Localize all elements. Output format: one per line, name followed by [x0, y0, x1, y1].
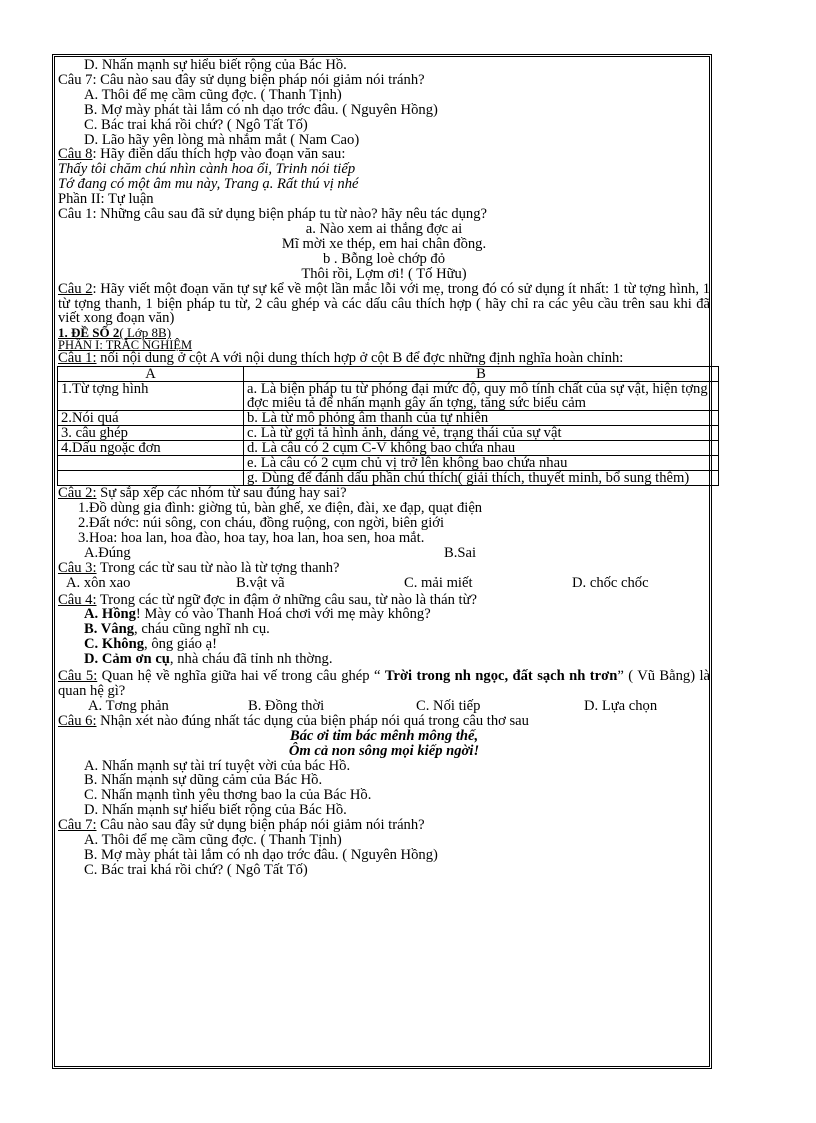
table-cell-a [58, 471, 244, 486]
table-row [58, 471, 719, 486]
table-cell-b: e. Là câu có 2 cụm chủ vị trở lên không bao chứa nhau [244, 456, 719, 471]
question-7-title: Câu 7: Câu nào sau đây sử dụng biện pháp nói giảm nói tránh? [58, 71, 425, 88]
q4-option-c [58, 637, 710, 652]
essay-q2-text: : Hãy viết một đoạn văn tự sự kể về một lần mắc lỗi với mẹ, trong đó có sử dụng ít nhất: 1 từ tợng hình, 1 từ tợng thanh, 1 biện pháp tu từ, 2 câu ghép và các dấu câu thích hợp ( hãy chỉ ra các yêu cầu trên sau khi đã viết xong đoạn văn) [58, 280, 710, 327]
exam2-question-2 [58, 486, 710, 501]
document-body [58, 58, 710, 878]
exam2-q5-quote: Trời trong nh ngọc, đất sạch nh trơn [384, 668, 618, 685]
q8-passage-1: Thấy tôi chăm chú nhìn cành hoa ổi, Trinh nói tiếp [58, 161, 356, 178]
exam2-q1-label: Câu 1: [58, 350, 97, 367]
q2-item-1: 1.Đồ dùng gia đình: giờng tủ, bàn ghế, xe điện, đài, xe đạp, quạt điện [78, 500, 483, 517]
q2-item-3: 3.Hoa: hoa lan, hoa đào, hoa tay, hoa lan, hoa sen, hoa mắt. [78, 529, 425, 546]
exam2-question-6 [58, 714, 710, 729]
question-8 [58, 147, 710, 162]
q4-option-b [58, 622, 710, 637]
exam2-question-7 [58, 818, 710, 833]
table-cell-b: d. Là câu có 2 cụm C-V không bao chứa nhau [244, 441, 719, 456]
exam2-q7-label: Câu 7: [58, 817, 97, 834]
table-header-row [58, 367, 719, 382]
essay-question-1: Câu 1: Những câu sau đã sử dụng biện pháp tu từ nào? hãy nêu tác dụng? [58, 206, 488, 223]
part-2-heading: Phần II: Tự luận [58, 191, 154, 208]
q4-b-rest: , cháu cũng nghĩ nh cụ. [134, 621, 270, 638]
q7-option-b: B. Mợ mày phát tài lắm có nh dạo trớc đâu. ( Nguyên Hồng) [84, 101, 438, 118]
q4-d-bold: D. Cảm ơn cụ [84, 651, 170, 668]
q4-a-bold: A. Hồng [84, 606, 136, 623]
matching-table [57, 366, 719, 486]
exam2-question-5 [58, 669, 710, 699]
q8-label: Câu 8 [58, 146, 93, 163]
exam2-q4-text: Trong các từ ngữ đợc in đậm ở những câu sau, từ nào là thán từ? [96, 591, 477, 608]
q5-options [58, 699, 710, 714]
q4-b-bold: B. Vâng [84, 621, 135, 638]
q7-option-a: A. Thôi để mẹ cầm cũng đợc. ( Thanh Tịnh) [84, 86, 342, 103]
q3-option-b: B.vật vã [236, 574, 285, 591]
q5-option-d: D. Lựa chọn [584, 697, 658, 714]
table-cell-a: 3. câu ghép [58, 426, 244, 441]
essay-question-2 [58, 282, 710, 327]
exam2-q6-label: Câu 6: [58, 712, 97, 729]
exam2-q4-label: Câu 4: [58, 591, 97, 608]
q4-c-rest: , ông giáo ạ! [144, 636, 217, 653]
q3-options [58, 576, 710, 591]
q2-answers [58, 546, 710, 561]
q2-answer-b: B.Sai [444, 544, 477, 561]
q8-text: : Hãy điền dấu thích hợp vào đoạn văn sau: [92, 146, 346, 163]
q6-option-d: D. Nhấn mạnh sự hiểu biết rộng của Bác Hồ. [84, 802, 347, 819]
q4-a-rest: ! Mày có vào Thanh Hoá chơi với mẹ mày không? [135, 606, 431, 623]
q5-option-c: C. Nối tiếp [416, 697, 481, 714]
poem-a-line-1: a. Nào xem ai thắng đợc ai [305, 220, 463, 237]
exam2-question-3 [58, 561, 710, 576]
q6-option-c: C. Nhấn mạnh tình yêu thơng bao la của Bác Hồ. [84, 787, 372, 804]
table-row [58, 426, 719, 441]
q4-c-bold: C. Không [84, 636, 145, 653]
exam2-q2-label: Câu 2: [58, 485, 97, 502]
q6-poem-line-2: Ôm cả non sông mọi kiếp ngời! [288, 742, 480, 759]
table-cell-b: c. Là từ gợi tả hình ảnh, dáng vẻ, trạng thái của sự vật [244, 426, 719, 441]
table-row [58, 441, 719, 456]
table-cell-b: b. Là từ mô phỏng âm thanh của tự nhiên [244, 411, 719, 426]
exam2-q2-text: Sự sắp xếp các nhóm từ sau đúng hay sai? [96, 485, 347, 502]
poem-b-line-2: Thôi rồi, Lợm ơi! ( Tố Hữu) [301, 265, 467, 282]
exam2-q7-option-c: C. Bác trai khá rồi chứ? ( Ngô Tất Tố) [84, 861, 308, 878]
q5-option-b: B. Đồng thời [248, 697, 325, 714]
exam2-q3-text: Trong các từ sau từ nào là từ tợng thanh? [96, 559, 340, 576]
exam-2-class: ( Lớp 8B) [119, 325, 172, 341]
q7-option-d: D. Lão hãy yên lòng mà nhắm mắt ( Nam Cao) [84, 131, 360, 148]
exam2-q7-option-b: B. Mợ mày phát tài lắm có nh dạo trớc đâu. ( Nguyên Hồng) [84, 846, 438, 863]
exam2-q5-text: Quan hệ về nghĩa giữa hai vế trong câu ghép “ [97, 668, 385, 685]
table-cell-a: 4.Dấu ngoặc đơn [58, 441, 244, 456]
q8-passage-2: Tớ đang có một âm mu này, Trang ạ. Rất thú vị nhé [58, 176, 359, 193]
poem-a-line-2: Mĩ mời xe thép, em hai chân đồng. [281, 235, 487, 252]
essay-q2-label: Câu 2 [58, 280, 93, 297]
exam2-q5-tail: ” ( Vũ Bằng) là quan hệ gì? [58, 668, 711, 699]
exam2-q5-label: Câu 5: [58, 668, 98, 685]
table-cell-a: 2.Nói quá [58, 411, 244, 426]
table-row [58, 456, 719, 471]
q4-option-d [58, 652, 710, 667]
exam2-q7-option-a: A. Thôi để mẹ cầm cũng đợc. ( Thanh Tịnh) [84, 832, 342, 849]
exam2-question-1 [58, 351, 710, 366]
q3-option-d: D. chốc chốc [572, 574, 649, 591]
poem-b-line-1: b . Bỗng loè chớp đỏ [322, 250, 446, 267]
q6-option-a: A. Nhấn mạnh sự tài trí tuyệt vời của bác Hồ. [84, 757, 351, 774]
exam2-question-4 [58, 593, 710, 608]
exam2-q1-text: nối nội dung ở cột A với nội dung thích hợp ở cột B để đợc những định nghĩa hoàn chỉnh: [96, 350, 624, 367]
exam2-q6-text: Nhận xét nào đúng nhất tác dụng của biện pháp nói quá trong câu thơ sau [96, 712, 529, 729]
q4-d-rest: , nhà cháu đã tỉnh nh thờng. [169, 651, 333, 668]
q2-item-2: 2.Đất nớc: núi sông, con cháu, đồng ruộng, con ngời, biên giới [78, 515, 445, 532]
table-row [58, 382, 719, 411]
table-cell-a: 1.Từ tợng hình [58, 382, 244, 411]
table-cell-a [58, 456, 244, 471]
option-d-line: D. Nhấn mạnh sự hiểu biết rộng của Bác Hồ. [84, 57, 347, 73]
q2-answer-a: A.Đúng [84, 544, 131, 561]
table-cell-b: g. Dùng để đánh dấu phần chú thích( giải thích, thuyết minh, bổ sung thêm) [244, 471, 719, 486]
column-a-header: A [58, 367, 244, 382]
exam2-q7-text: Câu nào sau đây sử dụng biện pháp nói giảm nói tránh? [96, 817, 425, 834]
part-1-title: PHẦN I: TRẮC NGHIỆM [58, 338, 193, 353]
q6-option-b: B. Nhấn mạnh sự dũng cảm của Bác Hồ. [84, 772, 323, 789]
q4-option-a [58, 607, 710, 622]
table-cell-b: a. Là biện pháp tu từ phóng đại mức độ, quy mô tính chất của sự vật, hiện tợng đợc miêu tả để nhấn mạnh gây ấn tợng, tăng sức biểu cảm [244, 382, 719, 411]
q3-option-a: A. xôn xao [66, 574, 131, 591]
column-b-header: B [244, 367, 719, 382]
q6-poem-line-1: Bác ơi tim bác mênh mông thế, [289, 727, 479, 744]
exam2-q3-label: Câu 3: [58, 559, 97, 576]
q3-option-c: C. mải miết [404, 574, 473, 591]
exam-2-title: 1. ĐỀ SỐ 2 [58, 325, 120, 341]
q7-option-c: C. Bác trai khá rồi chứ? ( Ngô Tất Tố) [84, 116, 308, 133]
q5-option-a: A. Tơng phản [88, 697, 169, 714]
table-row [58, 411, 719, 426]
